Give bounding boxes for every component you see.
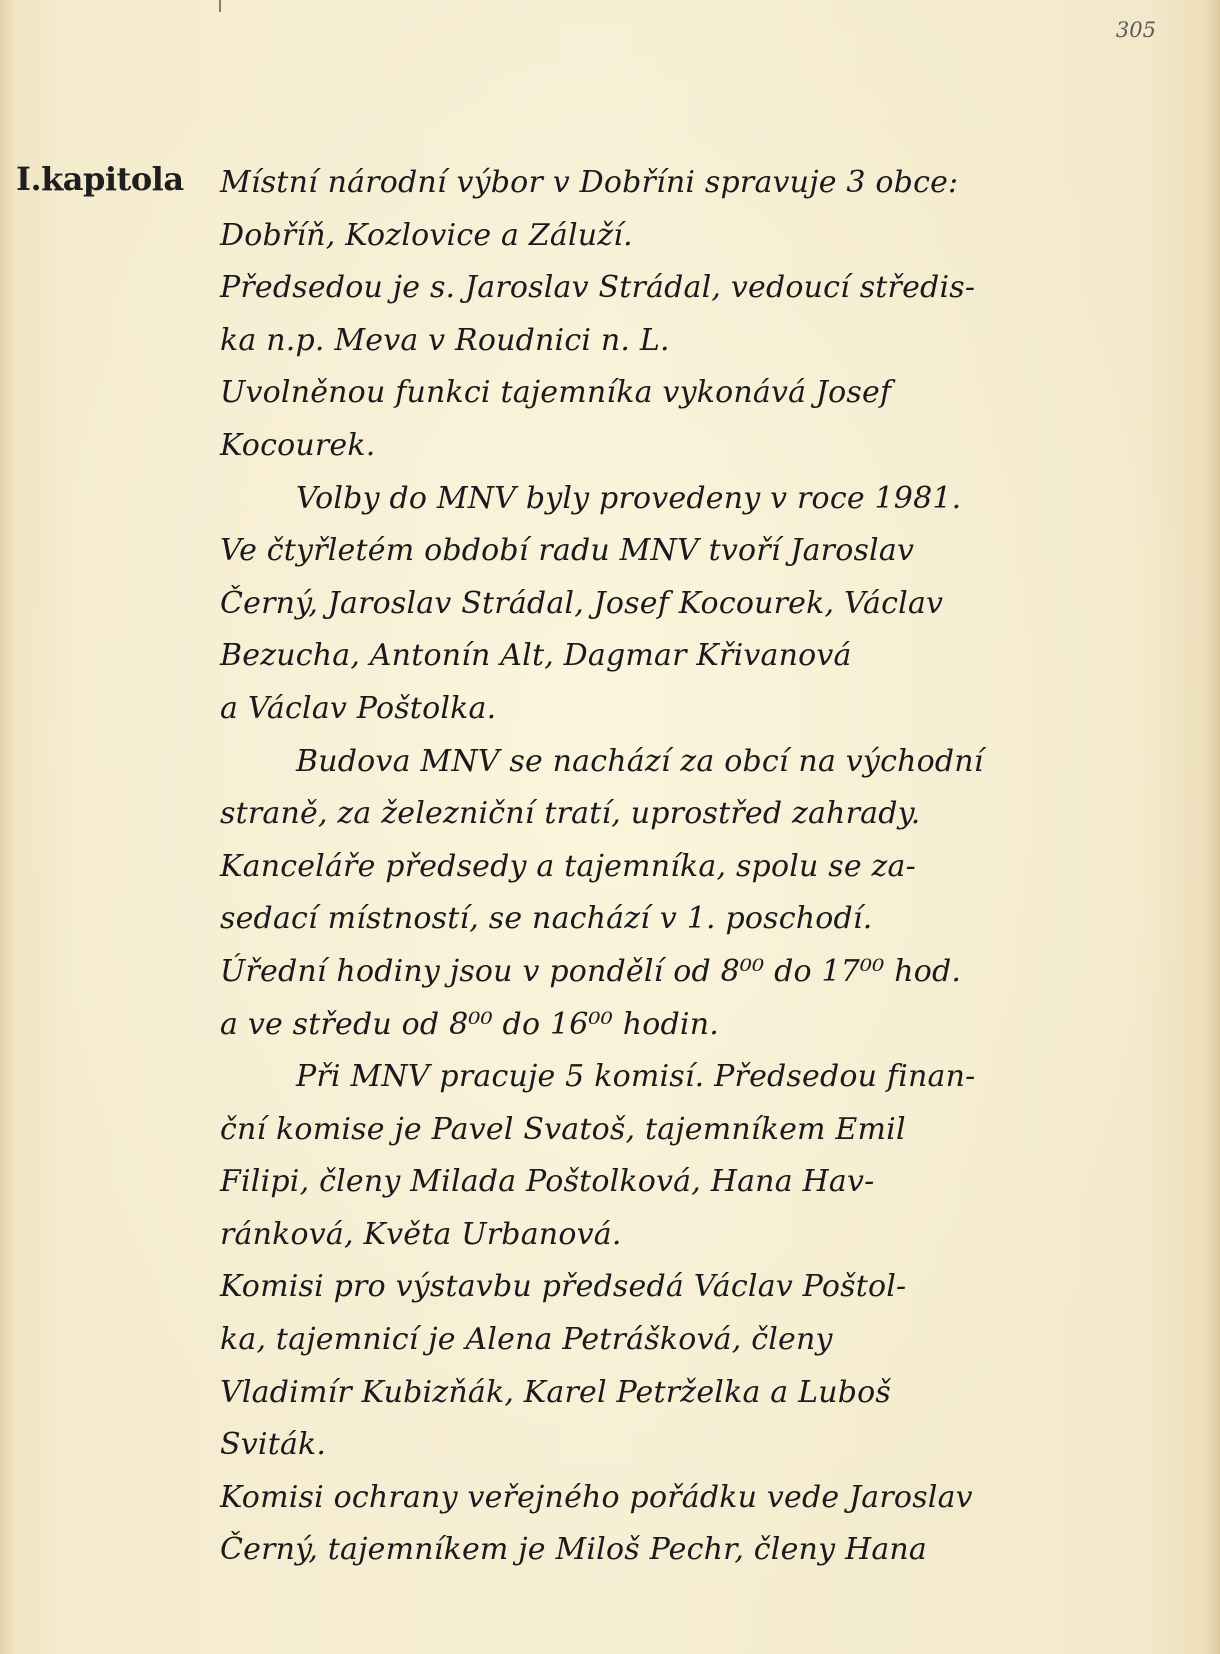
text-line: Filipi, členy Milada Poštolková, Hana Hav- — [220, 1164, 875, 1200]
text-line: Místní národní výbor v Dobříni spravuje 3 obce: — [220, 165, 959, 200]
text-line: a ve středu od 8⁰⁰ do 16⁰⁰ hodin. — [220, 1006, 719, 1042]
text-line: ční komise je Pavel Svatoš, tajemníkem Emil — [220, 1111, 906, 1147]
text-line: Úřední hodiny jsou v pondělí od 8⁰⁰ do 17⁰⁰ hod. — [220, 953, 962, 989]
left-edge-shading — [0, 0, 14, 1654]
right-edge-shading — [1206, 0, 1220, 1654]
text-line: Komisi ochrany veřejného pořádku vede Jaroslav — [220, 1479, 973, 1515]
handwritten-text-body — [220, 160, 1180, 1580]
text-line: Uvolněnou funkci tajemníka vykonává Josef — [220, 375, 892, 411]
text-line: ránková, Květa Urbanová. — [220, 1216, 622, 1252]
text-line: Při MNV pracuje 5 komisí. Předsedou finan- — [296, 1059, 976, 1095]
chapter-heading: I.kapitola — [16, 160, 184, 198]
text-line: Předsedou je s. Jaroslav Strádal, vedoucí středis- — [220, 270, 976, 306]
text-line: ka n.p. Meva v Roudnici n. L. — [220, 322, 670, 358]
text-line: Vladimír Kubizňák, Karel Petrželka a Luboš — [220, 1374, 891, 1410]
text-line: Černý, Jaroslav Strádal, Josef Kocourek, Václav — [220, 585, 944, 621]
text-line: straně, za železniční tratí, uprostřed zahrady. — [220, 796, 921, 832]
text-line: Budova MNV se nachází za obcí na východní — [296, 743, 984, 779]
text-line: a Václav Poštolka. — [220, 690, 497, 726]
text-line: sedací místností, se nachází v 1. poschodí. — [220, 901, 873, 937]
page-number: 305 — [1115, 18, 1156, 42]
text-line: Volby do MNV byly provedeny v roce 1981. — [296, 480, 962, 516]
text-line: Bezucha, Antonín Alt, Dagmar Křivanová — [220, 638, 852, 674]
text-line: Ve čtyřletém období radu MNV tvoří Jaroslav — [220, 533, 915, 569]
text-line: Dobříň, Kozlovice a Záluží. — [220, 217, 633, 253]
text-line: ka, tajemnicí je Alena Petrášková, členy — [220, 1322, 833, 1358]
text-line: Kocourek. — [220, 427, 376, 463]
top-margin-mark — [219, 0, 221, 12]
text-line: Černý, tajemníkem je Miloš Pechr, členy Hana — [220, 1532, 928, 1568]
text-line: Komisi pro výstavbu předsedá Václav Poštol- — [220, 1269, 907, 1305]
text-line: Kanceláře předsedy a tajemníka, spolu se za- — [220, 848, 916, 884]
text-line: Sviták. — [220, 1427, 327, 1463]
